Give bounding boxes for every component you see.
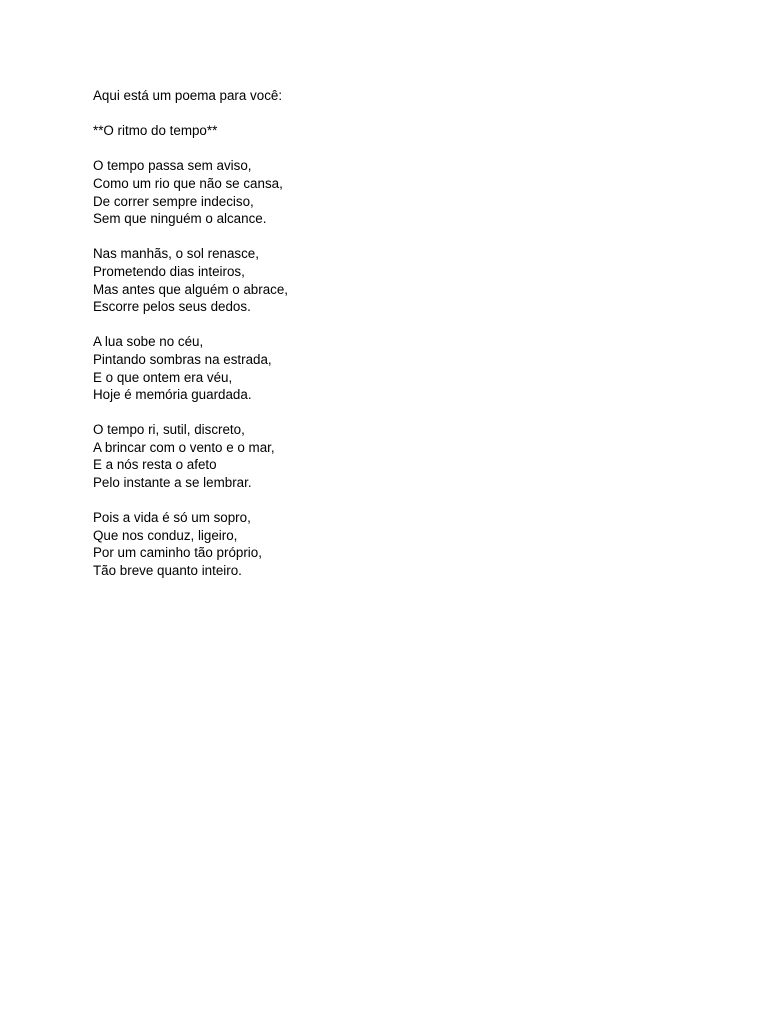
stanza-4: [93, 421, 693, 491]
stanza-line: O tempo passa sem aviso,: [93, 158, 252, 174]
stanza-line: Pintando sombras na estrada,: [93, 351, 272, 367]
stanza-2: [93, 245, 693, 315]
stanza-5: [93, 509, 693, 579]
stanza-line: Tão breve quanto inteiro.: [93, 563, 242, 579]
stanza-line: Como um rio que não se cansa,: [93, 175, 283, 191]
stanza-line: Hoje é memória guardada.: [93, 387, 252, 403]
stanza-line: A brincar com o vento e o mar,: [93, 439, 275, 455]
stanza-line: Pois a vida é só um sopro,: [93, 510, 251, 526]
stanza-line: O tempo ri, sutil, discreto,: [93, 422, 245, 438]
stanza-line: Pelo instante a se lembrar.: [93, 475, 252, 491]
stanza-line: Prometendo dias inteiros,: [93, 263, 245, 279]
stanza-line: Nas manhãs, o sol renasce,: [93, 246, 259, 262]
stanza-line: Por um caminho tão próprio,: [93, 545, 262, 561]
stanza-1: [93, 157, 693, 227]
poem-title-line: **O ritmo do tempo**: [93, 123, 218, 139]
document-page: [93, 87, 693, 597]
stanza-line: A lua sobe no céu,: [93, 334, 204, 350]
stanza-3: [93, 333, 693, 403]
stanza-line: E o que ontem era véu,: [93, 369, 233, 385]
stanza-line: Sem que ninguém o alcance.: [93, 211, 267, 227]
stanza-line: Mas antes que alguém o abrace,: [93, 281, 289, 297]
intro-line: Aqui está um poema para você:: [93, 88, 283, 103]
poem-title: [93, 122, 693, 140]
stanza-line: Escorre pelos seus dedos.: [93, 299, 251, 315]
stanza-line: E a nós resta o afeto: [93, 457, 217, 473]
stanza-line: De correr sempre indeciso,: [93, 193, 254, 209]
intro-text: [93, 87, 693, 105]
stanza-line: Que nos conduz, ligeiro,: [93, 527, 238, 543]
